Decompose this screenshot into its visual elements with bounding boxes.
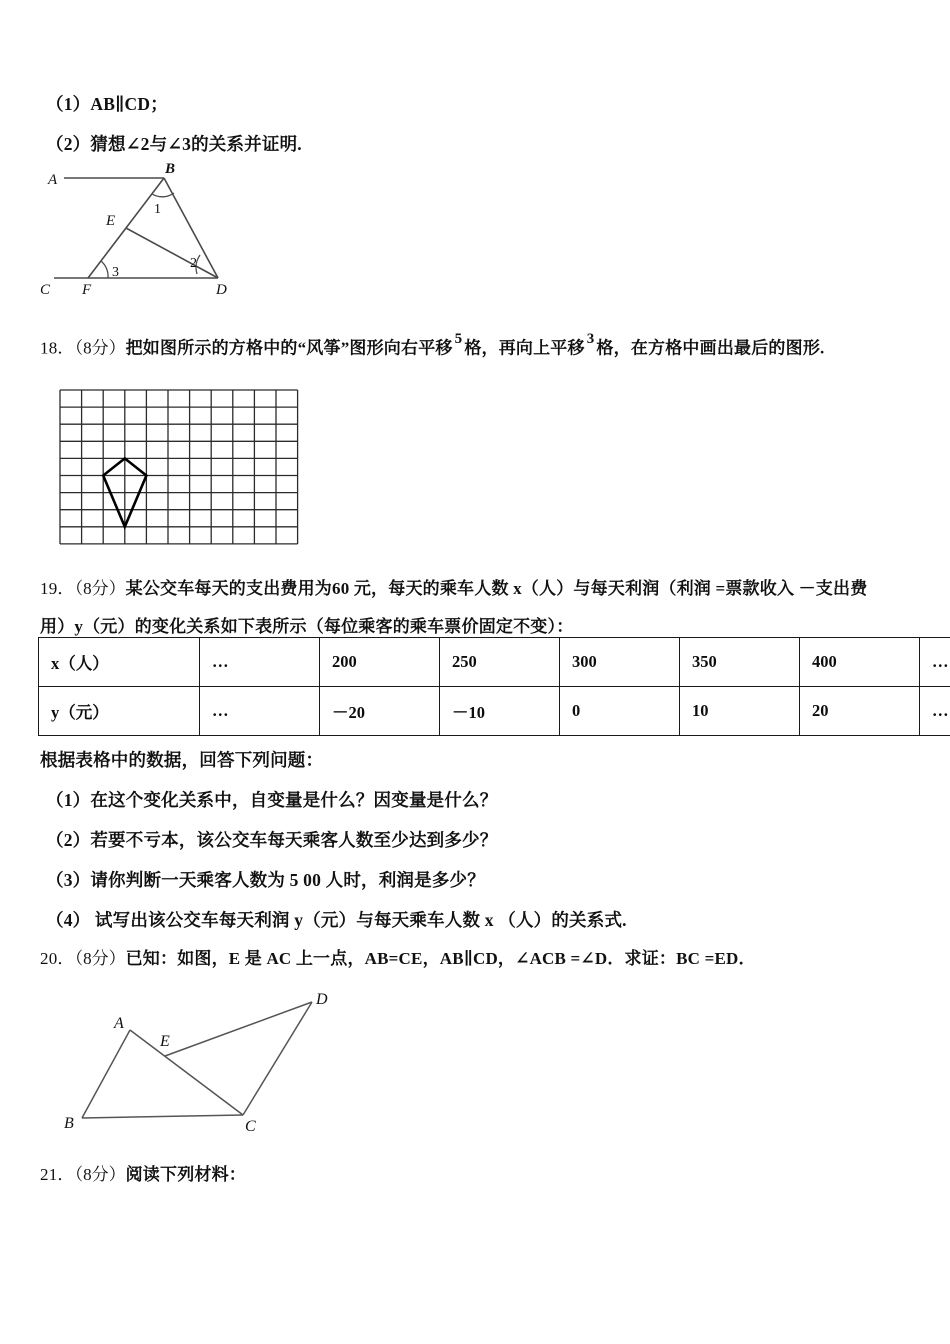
q19-data-table [38, 637, 950, 736]
table-cell-x-2: 250 [440, 638, 560, 687]
table-cell-x-4: 350 [680, 638, 800, 687]
q19-statement-line2: 用）y（元）的变化关系如下表所示（每位乘客的乘车票价固定不变）： [40, 617, 574, 636]
q19-number: 19． [40, 579, 75, 598]
table-cell-y-3: 0 [560, 687, 680, 736]
figure-20-label-B: B [64, 1115, 74, 1132]
figure-17-angle-2: 2 [190, 256, 197, 271]
q18-shift-up-value: 3 [586, 331, 595, 347]
figure-17-angle-3: 3 [112, 265, 119, 280]
figure-17-label-A: A [48, 172, 58, 188]
q19-sub-3: （3）请你判断一天乘客人数为 5 00 人时，利润是多少？ [46, 870, 485, 890]
table-cell-y-0: … [200, 687, 320, 736]
table-cell-y-4: 10 [680, 687, 800, 736]
table-cell-x-1: 200 [320, 638, 440, 687]
table-cell-x-5: 400 [800, 638, 920, 687]
table-row-label-x: x（人） [39, 638, 200, 687]
table-row-label-y: y（元） [39, 687, 200, 736]
figure-20-label-D: D [316, 991, 328, 1008]
q19-sub-2: （2）若要不亏本，该公交车每天乘客人数至少达到多少？ [46, 830, 498, 850]
table-cell-y-2: －10 [440, 687, 560, 736]
figure-17-label-C: C [40, 282, 51, 298]
figure-17-label-B: B [165, 161, 176, 177]
figure-20-geometry [50, 988, 370, 1143]
q18-score: （8分） [74, 338, 126, 358]
q19-statement-line1 [40, 580, 867, 597]
table-row [39, 638, 950, 687]
figure-17-angle-1: 1 [154, 202, 161, 217]
q20-statement [40, 950, 756, 967]
q17-part-2: （2）猜想∠2与∠3的关系并证明. [46, 134, 302, 154]
q17-part-1: （1）AB∥CD； [46, 94, 168, 114]
table-cell-y-1: －20 [320, 687, 440, 736]
table-row [39, 687, 950, 736]
q19-sub-4: （4） 试写出该公交车每天利润 y（元）与每天乘车人数 x （人）的关系式. [46, 910, 627, 930]
q18-number: 18． [40, 338, 75, 358]
q21-text: 阅读下列材料： [125, 1165, 247, 1184]
q19-text-line1: 某公交车每天的支出费用为60 元，每天的乘车人数 x（人）与每天利润（利润 =票款收入 －支出费 [125, 579, 868, 598]
figure-18-grid [58, 388, 302, 546]
table-cell-y-6: … [920, 687, 950, 736]
table-cell-x-3: 300 [560, 638, 680, 687]
table-cell-x-6: … [920, 638, 950, 687]
figure-17-label-F: F [82, 282, 92, 298]
q18-shift-right-value: 5 [454, 331, 463, 347]
q21-score: （8分） [74, 1165, 126, 1184]
q18-text-a: 把如图所示的方格中的“风筝”图形向右平移 [125, 338, 453, 358]
q18-text-c: 格，在方格中画出最后的图形. [596, 338, 825, 358]
figure-17-geometry [40, 160, 290, 310]
q20-text: 已知：如图，E 是 AC 上一点，AB=CE，AB∥CD，∠ACB =∠D．求证：BC =ED． [125, 949, 756, 968]
q19-score: （8分） [74, 579, 126, 598]
q18-text-b: 格，再向上平移 [464, 338, 585, 358]
q21-number: 21． [40, 1165, 75, 1184]
q20-score: （8分） [74, 949, 126, 968]
q20-number: 20． [40, 949, 75, 968]
table-cell-y-5: 20 [800, 687, 920, 736]
q18-statement [40, 331, 825, 358]
q19-prompt: 根据表格中的数据，回答下列问题： [40, 750, 324, 770]
q19-sub-1: （1）在这个变化关系中，自变量是什么？因变量是什么？ [46, 790, 498, 810]
figure-17-label-D: D [216, 282, 227, 298]
table-cell-x-0: … [200, 638, 320, 687]
figure-20-label-A: A [114, 1015, 124, 1032]
q21-statement [40, 1166, 246, 1183]
figure-17-label-E: E [106, 213, 116, 229]
figure-20-label-E: E [160, 1033, 170, 1050]
figure-20-label-C: C [245, 1118, 256, 1135]
